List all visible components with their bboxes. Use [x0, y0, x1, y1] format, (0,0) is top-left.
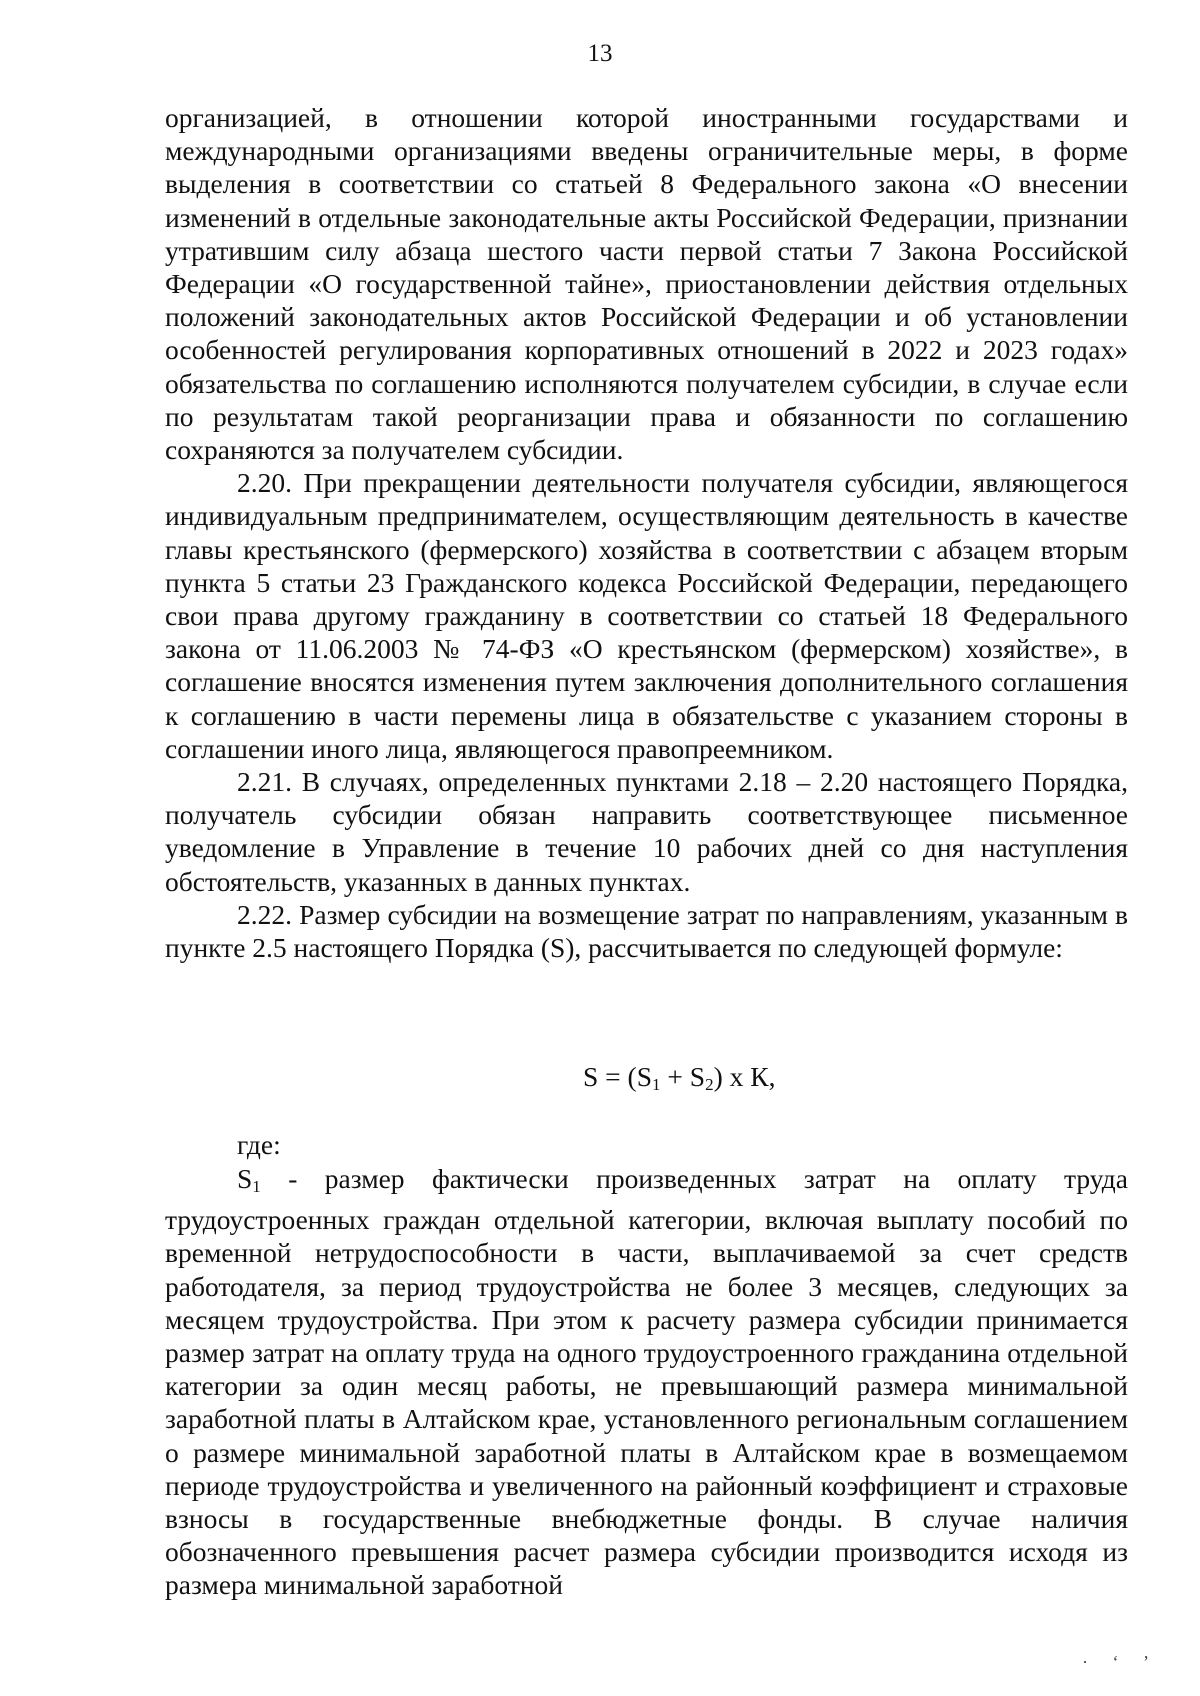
formula-lhs: S = (S [583, 1061, 653, 1092]
formula-sub-1: 1 [652, 1075, 661, 1094]
document-body-top [165, 101, 1128, 964]
formula [583, 1060, 775, 1102]
s1-symbol [237, 1163, 261, 1194]
where-label: где: [237, 1129, 281, 1160]
paragraph-s1-definition [165, 1162, 1128, 1602]
document-body-bottom [165, 1162, 1128, 1602]
formula-mid: + S [660, 1061, 706, 1092]
scan-marks: · ‘ ’ [1082, 1652, 1159, 1672]
paragraph-2-22: 2.22. Размер субсидии на возмещение затрат по направлениям, указанным в пункте 2.5 настоящего Порядка (S), рассчитывается по следующей формуле: [165, 898, 1128, 964]
s1-symbol-letter: S [237, 1163, 253, 1194]
paragraph-continuation: организацией, в отношении которой иностранными государствами и международными организациями введены ограничительные меры, в форме выделения в соответствии со статьей 8 Федерального закона «О внесении изменений в отдельные законодательные акты Российской Федерации, признании утратившим силу абзаца шестого части первой статьи 7 Закона Российской Федерации «О государственной тайне», приостановлении действия отдельных положений законодательных актов Российской Федерации и об установлении особенностей регулирования корпоративных отношений в 2022 и 2023 годах» обязательства по соглашению исполняются получателем субсидии, в случае если по результатам такой реорганизации права и обязанности по соглашению сохраняются за получателем субсидии. [165, 102, 1128, 466]
s1-symbol-sub: 1 [252, 1177, 261, 1196]
paragraph-2-21: 2.21. В случаях, определенных пунктами 2.18 – 2.20 настоящего Порядка, получатель субсидии обязан направить соответствующее письменное уведомление в Управление в течение 10 рабочих дней со дня наступления обстоятельств, указанных в данных пунктах. [165, 766, 1128, 897]
formula-sub-2: 2 [705, 1075, 714, 1094]
paragraph-2-20: 2.20. При прекращении деятельности получателя субсидии, являющегося индивидуальным предпринимателем, осуществляющим деятельность в качестве главы крестьянского (фермерского) хозяйства в соответствии с абзацем вторым пункта 5 статьи 23 Гражданского кодекса Российской Федерации, передающего свои права другому гражданину в соответствии со статьей 18 Федерального закона от 11.06.2003 № 74-ФЗ «О крестьянском (фермерском) хозяйстве», в соглашение вносятся изменения путем заключения дополнительного соглашения к соглашению в части перемены лица в обязательстве с указанием стороны в соглашении иного лица, являющегося правопреемником. [165, 467, 1128, 764]
formula-rhs: ) х К, [713, 1061, 776, 1092]
page-number: 13 [587, 40, 613, 67]
s1-definition-text: - размер фактически произведенных затрат на оплату труда трудоустроенных граждан отдельной категории, включая выплату пособий по временной нетрудоспособности в части, выплачиваемой за счет средств работодателя, за период трудоустройства не более 3 месяцев, следующих за месяцем трудоустройства. При этом к расчету размера субсидии принимается размер затрат на оплату труда на одного трудоустроенного гражданина отдельной категории за один месяц работы, не превышающий размера минимальной заработной платы в Алтайском крае, установленного региональным соглашением о размере минимальной заработной платы в Алтайском крае в возмещаемом периоде трудоустройства и увеличенного на районный коэффициент и страховые взносы в государственные внебюджетные фонды. В случае наличия обозначенного превышения расчет размера субсидии производится исходя из размера минимальной заработной [165, 1163, 1128, 1601]
